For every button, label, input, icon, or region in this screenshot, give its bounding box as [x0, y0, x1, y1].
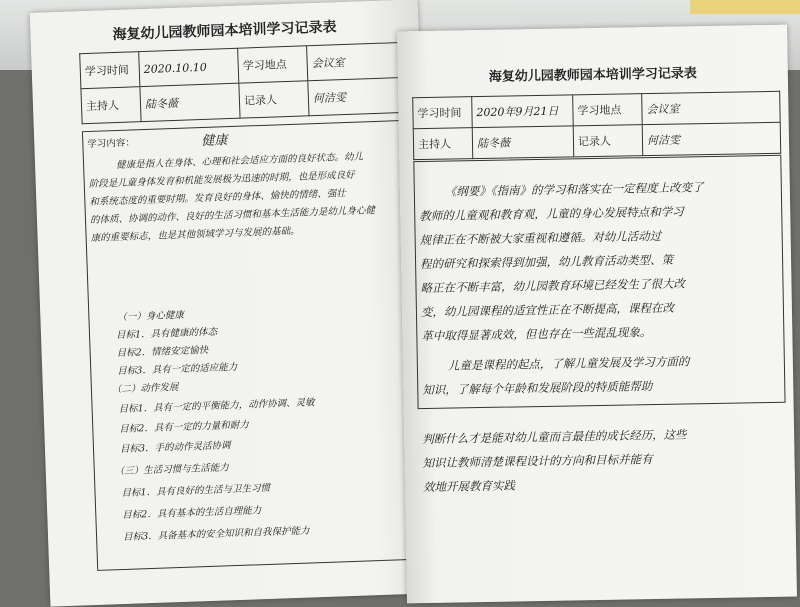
time-value: 2020年9月21日: [472, 95, 574, 128]
right-content-box: [413, 155, 785, 409]
content-label: 学习内容：: [87, 137, 136, 151]
yellow-paper-corner: [690, 0, 800, 14]
text-line: 程的研究和探索得到加强，幼儿教育活动类型、策: [419, 252, 674, 272]
text-line: 目标2．具有基本的生活自理能力: [122, 505, 262, 522]
place-value: 会议室: [307, 42, 408, 80]
text-line: 康的重要标志，也是其他领域学习与发展的基础。: [90, 225, 300, 244]
text-line: 知识，了解每个年龄和发展阶段的特质能帮助: [422, 379, 653, 398]
text-line: 的体质、协调的动作、良好的生活习惯和基本生活能力是幼儿身心健: [89, 205, 376, 226]
right-page-title: 海复幼儿园教师园本培训学习记录表: [488, 66, 697, 85]
host-label: 主持人: [413, 128, 473, 160]
text-line: （三）生活习惯与生活能力: [114, 462, 229, 478]
host-value: 陆冬薇: [472, 126, 574, 159]
text-line: 目标2．具有一定的力量和耐力: [119, 419, 250, 436]
text-line: 儿童是课程的起点，了解儿童发展及学习方面的: [447, 354, 690, 373]
text-line: 规律正在不断被大家重视和遵循。对幼儿活动过: [419, 228, 662, 248]
recorder-value: 何洁雯: [308, 77, 409, 115]
left-content-box: [82, 120, 425, 571]
time-value: 2020.10.10: [139, 48, 239, 86]
left-page: [30, 0, 438, 607]
left-header-table: [79, 42, 409, 124]
text-line: 效地开展教育实践: [422, 478, 516, 495]
text-line: 目标1．具有一定的平衡能力，动作协调、灵敏: [118, 397, 315, 416]
recorder-label: 记录人: [239, 81, 309, 118]
topic-value: 健康: [201, 133, 228, 150]
text-line: 知识让教师清楚课程设计的方向和目标并能有: [422, 452, 653, 471]
text-line: 健康是指人在身体、心理和社会适应方面的良好状态。幼儿: [115, 151, 364, 172]
text-line: 革中取得显著成效，但也存在一些混乱现象。: [421, 325, 652, 344]
time-label: 学习时间: [80, 52, 140, 89]
text-line: 目标3．手的动作灵活协调: [119, 440, 231, 456]
text-line: 目标1．具有健康的体态: [115, 326, 218, 342]
text-line: 目标2．情绪安定愉快: [116, 344, 209, 360]
recorder-label: 记录人: [573, 125, 643, 157]
right-header-table: [412, 91, 781, 160]
text-line: 判断什么才是能对幼儿童而言最佳的成长经历，这些: [422, 427, 687, 447]
time-label: 学习时间: [413, 97, 473, 129]
text-line: （一）身心健康: [117, 309, 185, 324]
text-line: （二）动作发展: [111, 381, 179, 396]
place-value: 会议室: [642, 91, 781, 124]
text-line: 教师的儿童观和教育观，儿童的身心发展特点和学习: [419, 204, 684, 224]
text-line: 目标1．具有良好的生活与卫生习惯: [121, 482, 271, 500]
text-line: 阶段是儿童身体发育和机能发展极为迅速的时期，也是形成良好: [88, 169, 355, 190]
text-line: 目标3．具有一定的适应能力: [117, 361, 238, 378]
left-page-title: 海复幼儿园教师园本培训学习记录表: [112, 19, 337, 44]
text-line: 和系统态度的重要时期。发育良好的身体、愉快的情绪、强壮: [89, 188, 346, 208]
text-line: 目标3．具备基本的安全知识和自我保护能力: [122, 525, 310, 544]
place-label: 学习地点: [238, 46, 308, 83]
text-line: 变，幼儿园课程的适宜性正在不断提高，课程在改: [420, 300, 675, 320]
place-label: 学习地点: [573, 94, 643, 126]
right-page: [397, 25, 797, 604]
host-label: 主持人: [81, 87, 141, 124]
recorder-value: 何洁雯: [642, 122, 781, 155]
text-line: 《纲要》《指南》的学习和落实在一定程度上改变了: [444, 180, 704, 199]
host-value: 陆冬薇: [140, 83, 240, 121]
text-line: 略正在不断丰富，幼儿园教育环境已经发生了很大改: [420, 276, 686, 296]
